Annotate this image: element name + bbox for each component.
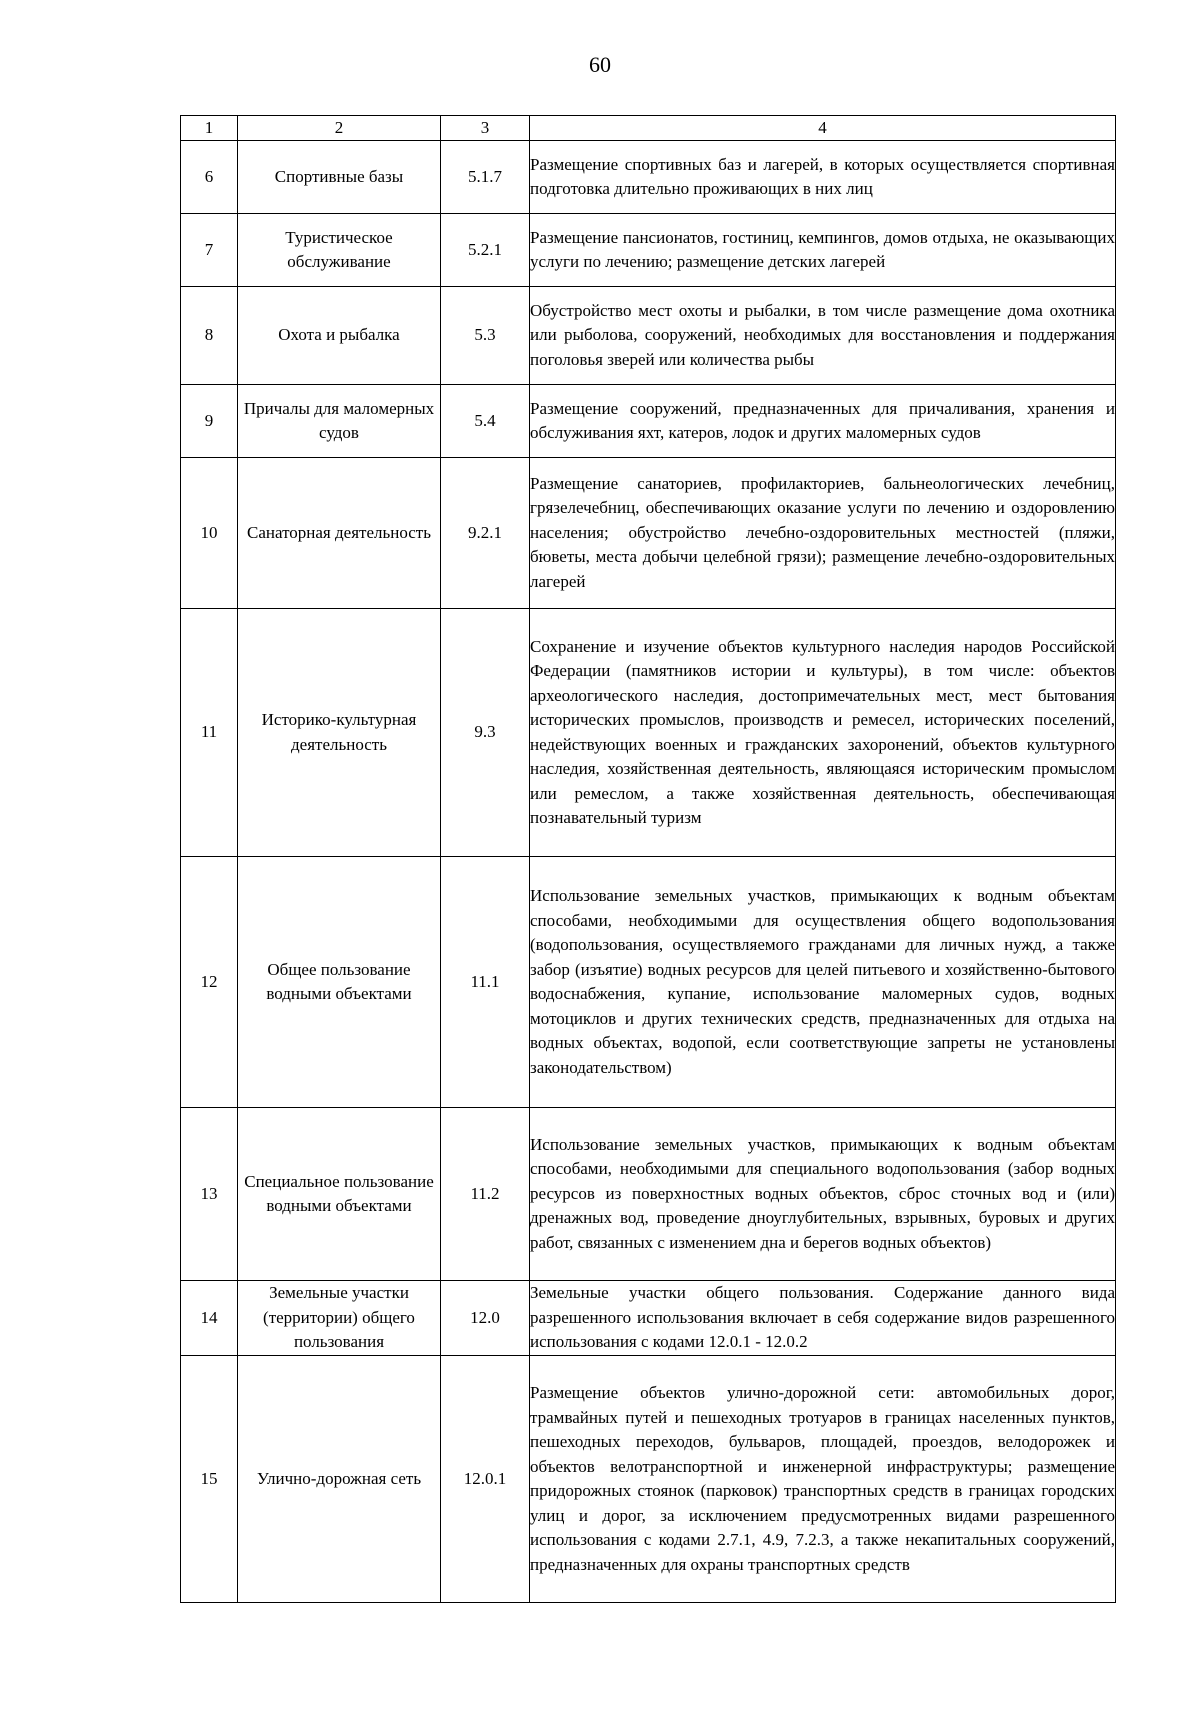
header-col-2: 2 bbox=[238, 116, 441, 141]
row-number: 15 bbox=[181, 1356, 238, 1603]
use-type-description: Земельные участки общего пользования. Содержание данного вида разрешенного использования включает в себя содержание видов разрешенного использования с кодами 12.0.1 - 12.0.2 bbox=[530, 1281, 1116, 1356]
use-type-description: Размещение спортивных баз и лагерей, в которых осуществляется спортивная подготовка длительно проживающих в них лиц bbox=[530, 141, 1116, 214]
row-number: 8 bbox=[181, 287, 238, 385]
use-type-description: Использование земельных участков, примыкающих к водным объектам способами, необходимыми для осуществления общего водопользования (водопользования, осуществляемого гражданами для личных нужд, а также забор (изъятие) водных ресурсов для целей питьевого и хозяйственно-бытового водоснабжения, купание, использование маломерных судов, водных мотоциклов и других технических средств, предназначенных для отдыха на водных объектах, водопой, если соответствующие запреты не установлены законодательством) bbox=[530, 857, 1116, 1108]
row-number: 6 bbox=[181, 141, 238, 214]
use-type-description: Размещение сооружений, предназначенных для причаливания, хранения и обслуживания яхт, катеров, лодок и других маломерных судов bbox=[530, 385, 1116, 458]
use-type-description: Сохранение и изучение объектов культурного наследия народов Российской Федерации (памятников истории и культуры), в том числе: объектов археологического наследия, достопримечательных мест, мест бытования исторических промыслов, производств и ремесел, исторических поселений, недействующих военных и гражданских захоронений, объектов культурного наследия, хозяйственная деятельность, являющаяся историческим промыслом или ремеслом, а также хозяйственная деятельность, обеспечивающая познавательный туризм bbox=[530, 609, 1116, 857]
page-number: 60 bbox=[589, 52, 611, 77]
use-type-description: Обустройство мест охоты и рыбалки, в том числе размещение дома охотника или рыболова, сооружений, необходимых для восстановления и поддержания поголовья зверей или количества рыбы bbox=[530, 287, 1116, 385]
row-number: 12 bbox=[181, 857, 238, 1108]
use-type-name: Специальное пользование водными объектами bbox=[238, 1108, 441, 1281]
table-header-row bbox=[181, 116, 1116, 141]
table-row bbox=[181, 458, 1116, 609]
row-number: 10 bbox=[181, 458, 238, 609]
header-col-3: 3 bbox=[441, 116, 530, 141]
table-row bbox=[181, 857, 1116, 1108]
row-number: 11 bbox=[181, 609, 238, 857]
use-type-code: 9.2.1 bbox=[441, 458, 530, 609]
use-type-name: Общее пользование водными объектами bbox=[238, 857, 441, 1108]
use-type-code: 12.0 bbox=[441, 1281, 530, 1356]
use-type-name: Санаторная деятельность bbox=[238, 458, 441, 609]
use-type-name: Охота и рыбалка bbox=[238, 287, 441, 385]
use-type-code: 11.1 bbox=[441, 857, 530, 1108]
table-row bbox=[181, 385, 1116, 458]
row-number: 7 bbox=[181, 214, 238, 287]
use-type-code: 12.0.1 bbox=[441, 1356, 530, 1603]
row-number: 14 bbox=[181, 1281, 238, 1356]
use-type-description: Использование земельных участков, примыкающих к водным объектам способами, необходимыми для специального водопользования (забор водных ресурсов из поверхностных водных объектов, сброс сточных вод и (или) дренажных вод, проведение дноуглубительных, взрывных, буровых и других работ, связанных с изменением дна и берегов водных объектов) bbox=[530, 1108, 1116, 1281]
table-row bbox=[181, 1108, 1116, 1281]
use-type-code: 5.1.7 bbox=[441, 141, 530, 214]
header-col-1: 1 bbox=[181, 116, 238, 141]
use-type-code: 5.3 bbox=[441, 287, 530, 385]
land-use-table bbox=[180, 115, 1116, 1603]
use-type-name: Спортивные базы bbox=[238, 141, 441, 214]
use-type-name: Земельные участки (территории) общего пользования bbox=[238, 1281, 441, 1356]
use-type-name: Туристическое обслуживание bbox=[238, 214, 441, 287]
use-type-name: Причалы для маломерных судов bbox=[238, 385, 441, 458]
use-type-code: 11.2 bbox=[441, 1108, 530, 1281]
row-number: 9 bbox=[181, 385, 238, 458]
table-row bbox=[181, 141, 1116, 214]
table-row bbox=[181, 1281, 1116, 1356]
use-type-description: Размещение объектов улично-дорожной сети: автомобильных дорог, трамвайных путей и пешеходных тротуаров в границах населенных пунктов, пешеходных переходов, бульваров, площадей, проездов, велодорожек и объектов велотранспортной и инженерной инфраструктуры; размещение придорожных стоянок (парковок) транспортных средств в границах городских улиц и дорог, за исключением предусмотренных видами разрешенного использования с кодами 2.7.1, 4.9, 7.2.3, а также некапитальных сооружений, предназначенных для охраны транспортных средств bbox=[530, 1356, 1116, 1603]
table-row bbox=[181, 609, 1116, 857]
use-type-description: Размещение санаториев, профилакториев, бальнеологических лечебниц, грязелечебниц, обеспечивающих оказание услуги по лечению и оздоровлению населения; обустройство лечебно-оздоровительных местностей (пляжи, бюветы, места добычи целебной грязи); размещение лечебно-оздоровительных лагерей bbox=[530, 458, 1116, 609]
header-col-4: 4 bbox=[530, 116, 1116, 141]
table-row bbox=[181, 287, 1116, 385]
table-row bbox=[181, 1356, 1116, 1603]
use-type-code: 5.4 bbox=[441, 385, 530, 458]
use-type-name: Улично-дорожная сеть bbox=[238, 1356, 441, 1603]
use-type-code: 9.3 bbox=[441, 609, 530, 857]
use-type-name: Историко-культурная деятельность bbox=[238, 609, 441, 857]
table-row bbox=[181, 214, 1116, 287]
use-type-code: 5.2.1 bbox=[441, 214, 530, 287]
row-number: 13 bbox=[181, 1108, 238, 1281]
use-type-description: Размещение пансионатов, гостиниц, кемпингов, домов отдыха, не оказывающих услуги по лечению; размещение детских лагерей bbox=[530, 214, 1116, 287]
